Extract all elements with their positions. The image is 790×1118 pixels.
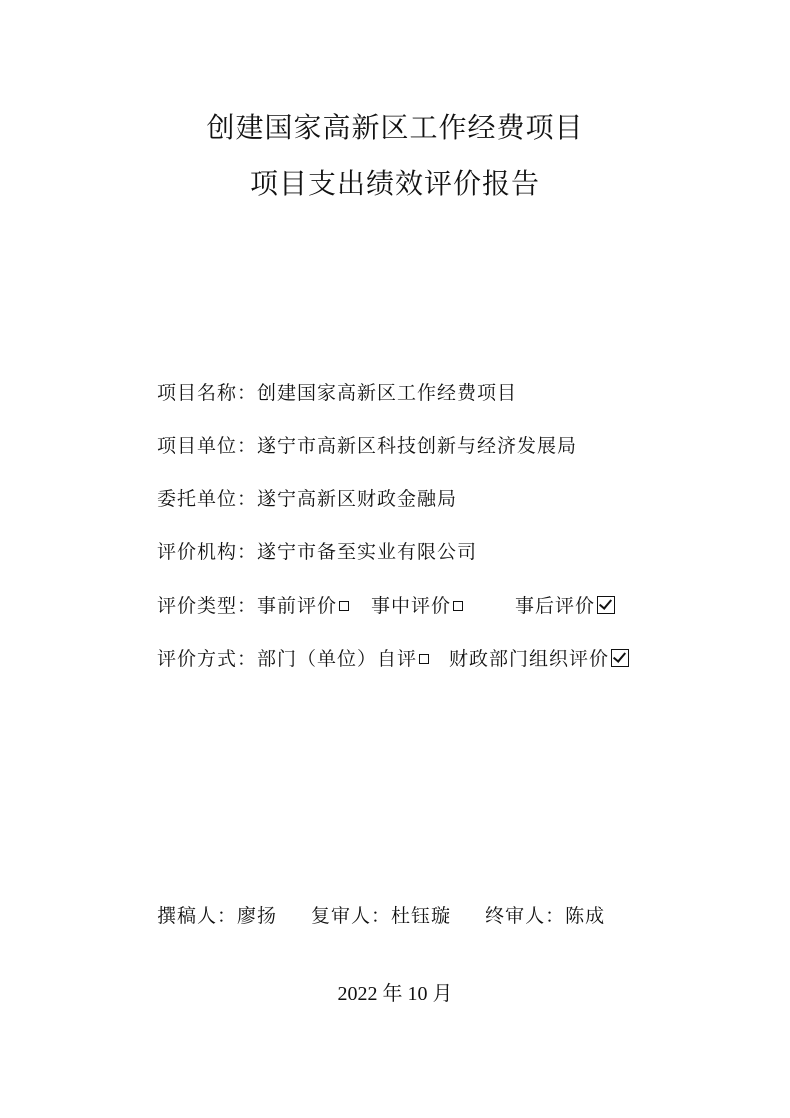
eval-method-row — [157, 646, 717, 672]
eval-type-option-pre — [257, 593, 349, 619]
eval-method-option-self — [257, 646, 429, 672]
report-title-line1: 创建国家高新区工作经费项目 — [206, 111, 584, 144]
report-title-line2: 项目支出绩效评价报告 — [249, 167, 540, 200]
eval-org-value: 遂宁市备至实业有限公司 — [257, 541, 478, 563]
reviewer-label: 复审人： — [311, 905, 392, 927]
entrust-unit-label: 委托单位： — [157, 488, 258, 510]
eval-type-option-mid-label: 事中评价 — [371, 595, 452, 617]
checked-box-icon — [597, 596, 615, 614]
final-reviewer — [485, 903, 605, 929]
author-label: 撰稿人： — [157, 905, 238, 927]
unchecked-box-icon — [339, 601, 349, 611]
project-name-label: 项目名称： — [157, 382, 258, 404]
entrust-unit-value: 遂宁高新区财政金融局 — [257, 488, 458, 510]
eval-method-option-finance — [449, 646, 629, 672]
final-reviewer-value: 陈成 — [565, 905, 606, 927]
checked-box-icon — [611, 649, 629, 667]
eval-org-label: 评价机构： — [157, 541, 258, 563]
project-name-row — [157, 380, 717, 406]
reviewer-value: 杜钰璇 — [391, 905, 452, 927]
unchecked-box-icon — [453, 601, 463, 611]
eval-type-option-pre-label: 事前评价 — [257, 595, 338, 617]
eval-org-row — [157, 539, 717, 565]
eval-method-option-self-label: 部门（单位）自评 — [257, 648, 418, 670]
eval-type-option-post-label: 事后评价 — [515, 595, 596, 617]
author-value: 廖扬 — [237, 905, 278, 927]
eval-type-label: 评价类型： — [157, 595, 258, 617]
eval-type-row — [157, 593, 717, 619]
final-reviewer-label: 终审人： — [485, 905, 566, 927]
report-date: 2022 年 10 月 — [337, 983, 453, 1005]
eval-method-label: 评价方式： — [157, 648, 258, 670]
entrust-unit-row — [157, 486, 717, 512]
project-unit-label: 项目单位： — [157, 435, 258, 457]
unchecked-box-icon — [419, 654, 429, 664]
eval-type-option-post — [515, 593, 615, 619]
project-unit-value: 遂宁市高新区科技创新与经济发展局 — [257, 435, 578, 457]
project-name-value: 创建国家高新区工作经费项目 — [257, 382, 518, 404]
author — [157, 903, 277, 929]
signature-row — [157, 903, 605, 929]
project-unit-row — [157, 433, 717, 459]
eval-method-option-finance-label: 财政部门组织评价 — [449, 648, 610, 670]
eval-type-option-mid — [371, 593, 463, 619]
reviewer — [311, 903, 451, 929]
